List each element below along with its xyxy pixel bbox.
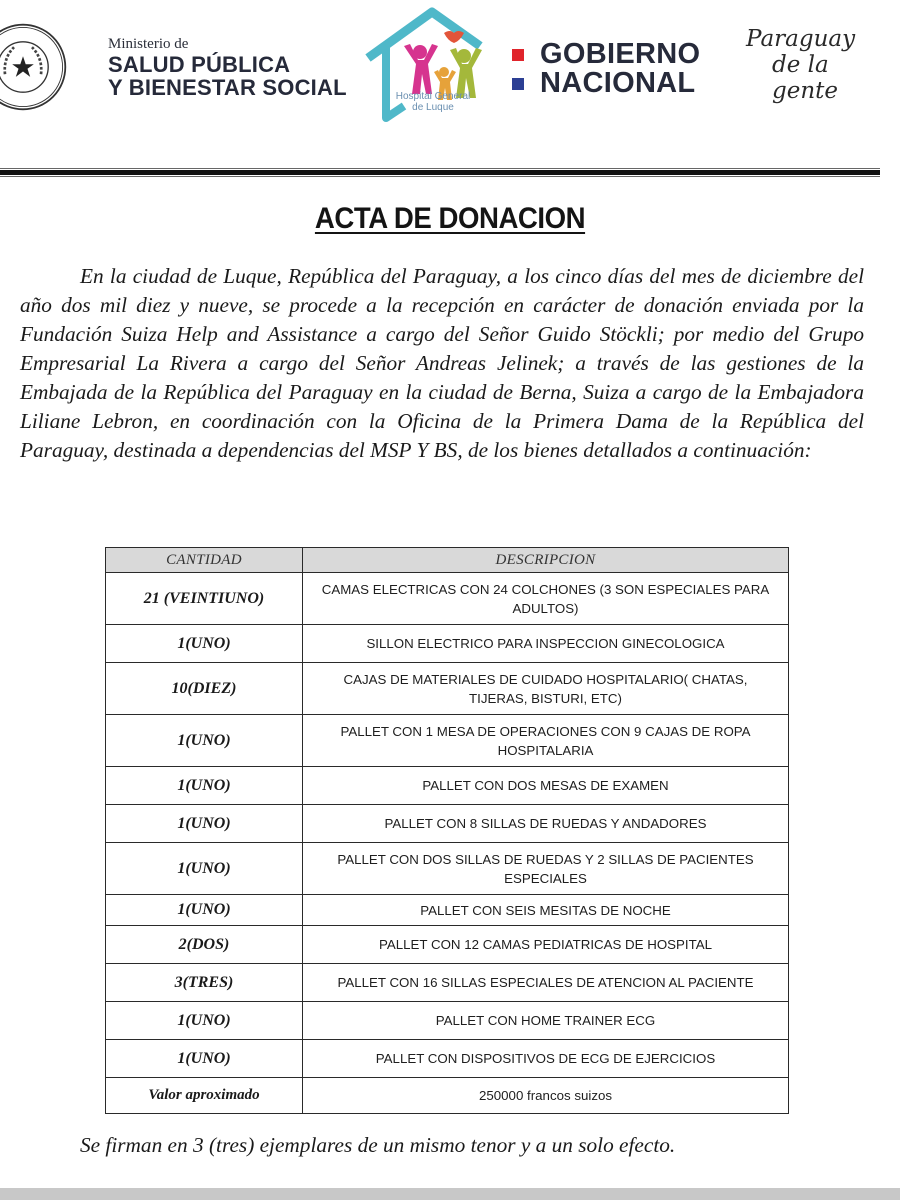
table-row [106, 1040, 789, 1078]
quantity-cell: 1(UNO) [106, 1040, 303, 1078]
description-cell: PALLET CON HOME TRAINER ECG [303, 1002, 789, 1040]
ministry-name-line1: SALUD PÚBLICA [108, 52, 291, 77]
letterhead [0, 0, 900, 130]
quantity-cell: 1(UNO) [106, 895, 303, 926]
hospital-logo-text: Hospital General de Luque [395, 91, 471, 113]
table-row [106, 767, 789, 805]
description-cell: SILLON ELECTRICO PARA INSPECCION GINECOLOGICA [303, 625, 789, 663]
description-cell: PALLET CON DOS SILLAS DE RUEDAS Y 2 SILLAS DE PACIENTES ESPECIALES [303, 843, 789, 895]
table-row [106, 663, 789, 715]
quantity-cell: 2(DOS) [106, 926, 303, 964]
header-divider [0, 168, 880, 177]
quantity-cell: 1(UNO) [106, 843, 303, 895]
quantity-cell: 1(UNO) [106, 767, 303, 805]
quantity-cell: 1(UNO) [106, 715, 303, 767]
description-cell: CAJAS DE MATERIALES DE CUIDADO HOSPITALARIO( CHATAS, TIJERAS, BISTURI, ETC) [303, 663, 789, 715]
description-cell: CAMAS ELECTRICAS CON 24 COLCHONES (3 SON ESPECIALES PARA ADULTOS) [303, 573, 789, 625]
quantity-cell: 1(UNO) [106, 805, 303, 843]
ministry-name-line2: Y BIENESTAR SOCIAL [108, 75, 347, 100]
table-row [106, 1002, 789, 1040]
ministry-logo [108, 36, 347, 99]
blue-square-icon [512, 78, 524, 90]
description-cell: PALLET CON 12 CAMAS PEDIATRICAS DE HOSPITAL [303, 926, 789, 964]
quantity-cell: 21 (VEINTIUNO) [106, 573, 303, 625]
quantity-cell: 3(TRES) [106, 964, 303, 1002]
table-row [106, 843, 789, 895]
ministry-label: Ministerio de [108, 36, 189, 52]
table-row [106, 715, 789, 767]
table-header-row [106, 548, 789, 573]
description-cell: PALLET CON DISPOSITIVOS DE ECG DE EJERCICIOS [303, 1040, 789, 1078]
table-row [106, 895, 789, 926]
table-row [106, 964, 789, 1002]
description-cell: PALLET CON 8 SILLAS DE RUEDAS Y ANDADORES [303, 805, 789, 843]
table-row [106, 805, 789, 843]
quantity-cell: 10(DIEZ) [106, 663, 303, 715]
quantity-cell: 1(UNO) [106, 625, 303, 663]
table-total-row [106, 1078, 789, 1114]
table-row [106, 625, 789, 663]
table-row [106, 926, 789, 964]
total-value-cell: 250000 francos suizos [303, 1078, 789, 1114]
column-header-descripcion: DESCRIPCION [303, 548, 789, 573]
donation-items-table [105, 547, 789, 1114]
slogan-logo: Paraguay de la gente [746, 26, 856, 104]
page-bottom-edge [0, 1188, 900, 1200]
document-body: En la ciudad de Luque, República del Paraguay, a los cinco días del mes de diciembre del año dos mil diez y nueve, se procede a la recepción en carácter de donación enviada por la Fundación Suiza Help and Assistance a cargo del Señor Guido Stöckli; por medio del Grupo Empresarial La Rivera a cargo del Señor Andreas Jelinek; a través de las gestiones de la Embajada de la República del Paraguay en la ciudad de Berna, Suiza a cargo de la Embajadora Liliane Lebron, en coordinación con la Oficina de la Primera Dama de la República del Paraguay, destinada a dependencias del MSP Y BS, de los bienes detallados a continuación: [20, 264, 864, 462]
document-title: ACTA DE DONACION [314, 202, 586, 235]
description-cell: PALLET CON 1 MESA DE OPERACIONES CON 9 CAJAS DE ROPA HOSPITALARIA [303, 715, 789, 767]
description-cell: PALLET CON 16 SILLAS ESPECIALES DE ATENCION AL PACIENTE [303, 964, 789, 1002]
quantity-cell: 1(UNO) [106, 1002, 303, 1040]
gobierno-nacional-logo: GOBIERNO NACIONAL [512, 40, 700, 98]
national-seal-icon [0, 22, 68, 112]
description-cell: PALLET CON SEIS MESITAS DE NOCHE [303, 895, 789, 926]
total-label-cell: Valor aproximado [106, 1078, 303, 1114]
table-row [106, 573, 789, 625]
description-cell: PALLET CON DOS MESAS DE EXAMEN [303, 767, 789, 805]
red-square-icon [512, 49, 524, 61]
column-header-cantidad: CANTIDAD [106, 548, 303, 573]
closing-statement: Se firman en 3 (tres) ejemplares de un mismo tenor y a un solo efecto. [80, 1133, 676, 1157]
